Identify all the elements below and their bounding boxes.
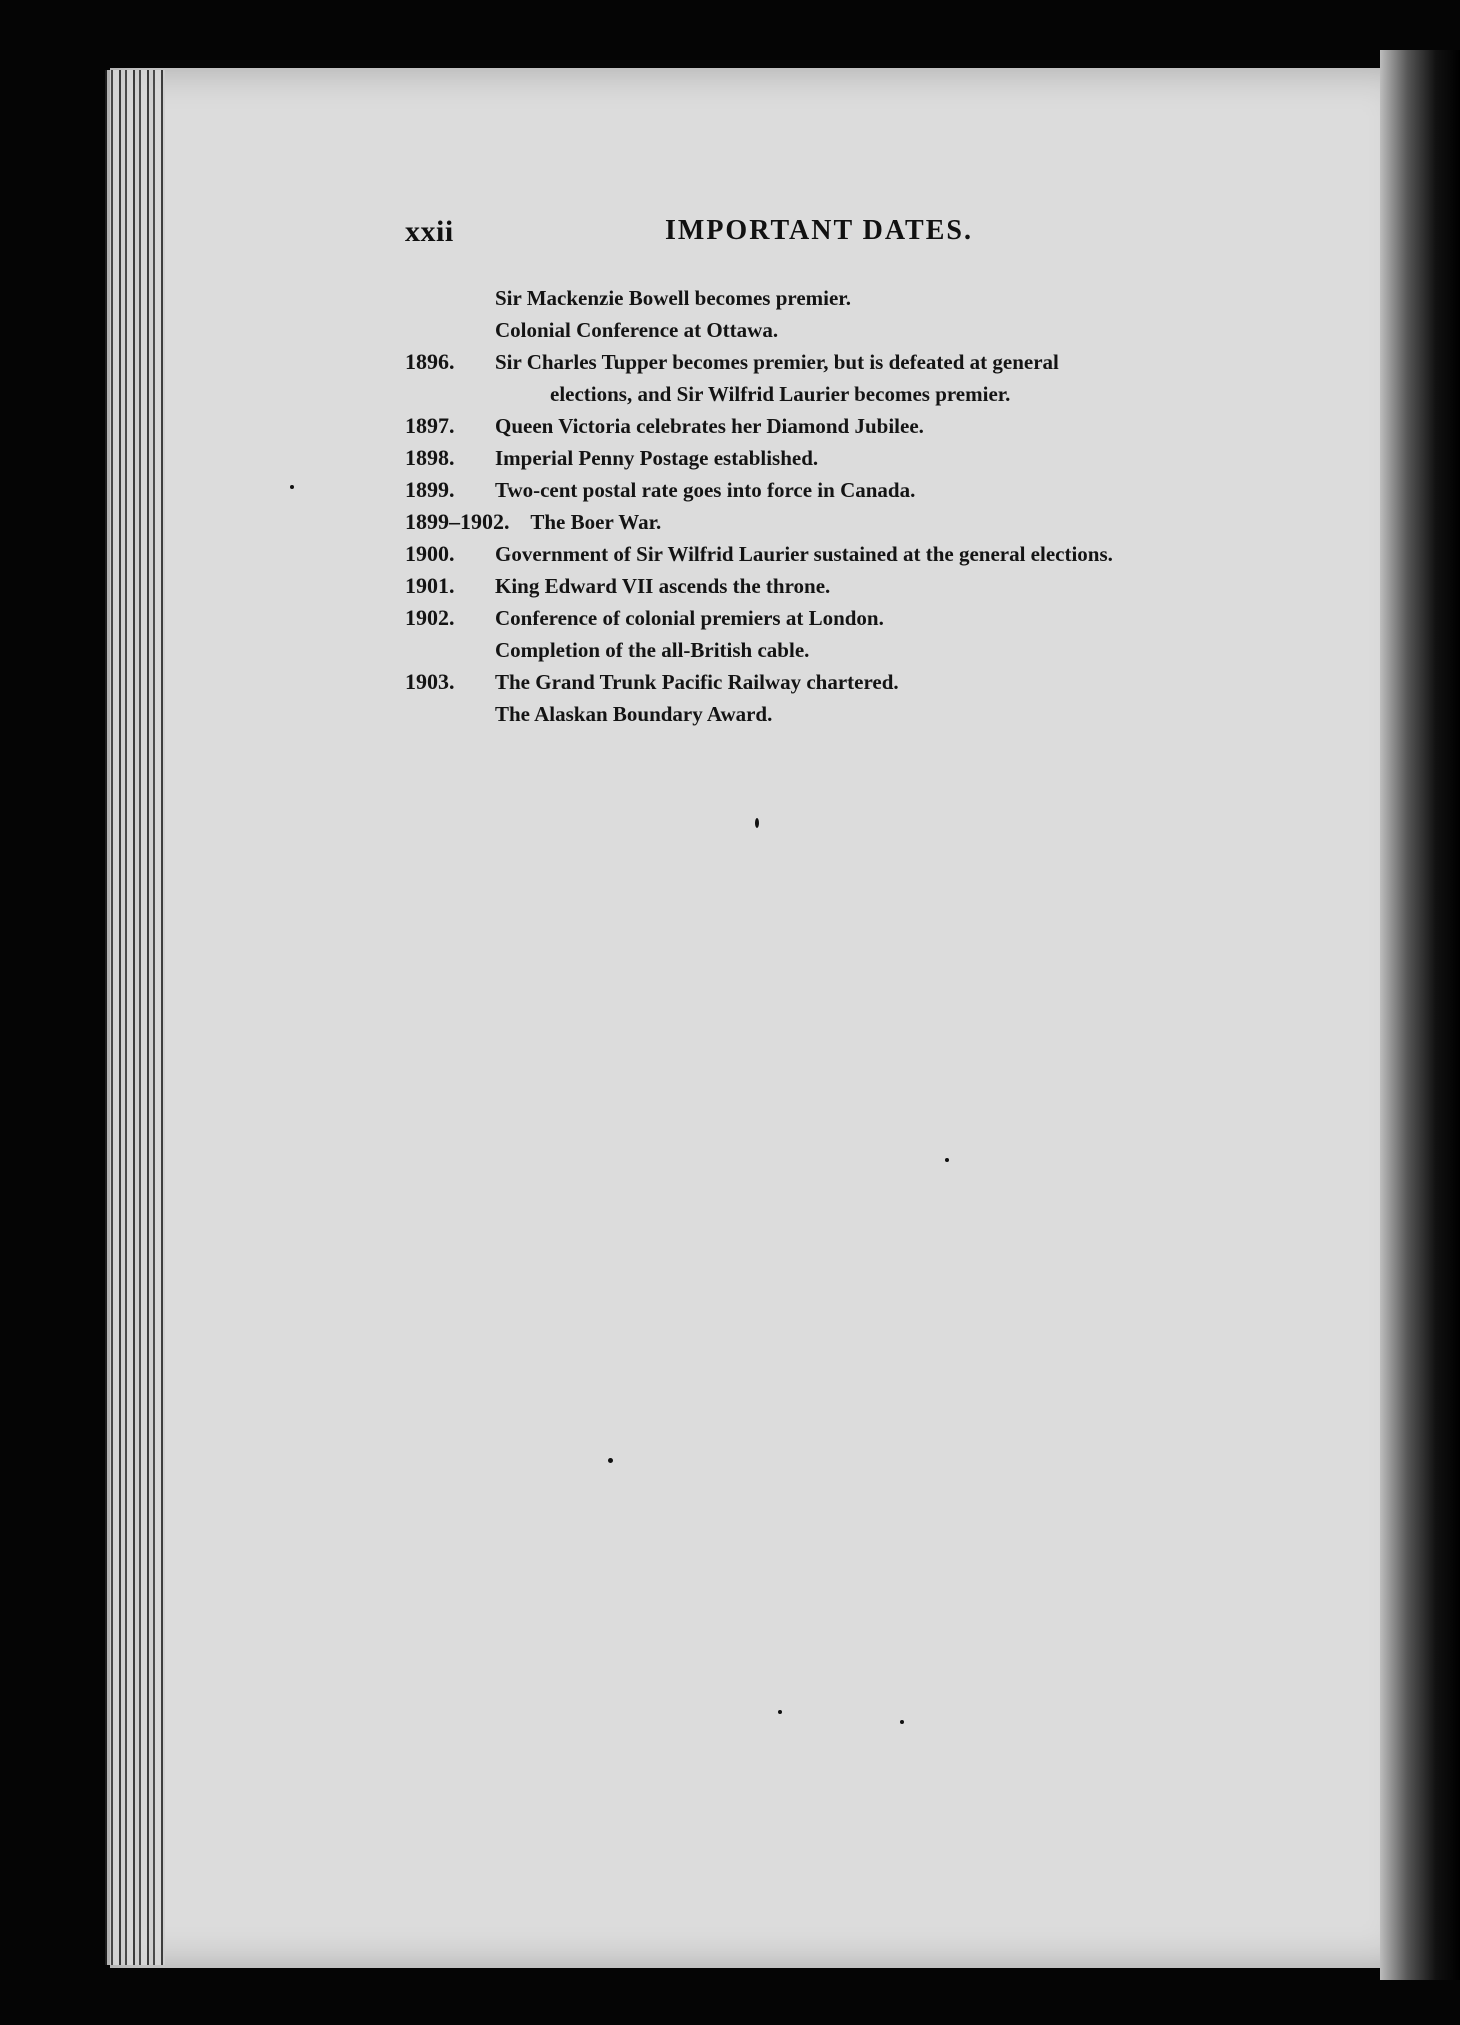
- date-entry: [405, 698, 1285, 730]
- page-edges: [105, 70, 165, 1965]
- book-gutter: [1380, 50, 1460, 1980]
- entry-text: The Grand Trunk Pacific Railway chartered.: [495, 670, 899, 694]
- entry-year: 1899.: [405, 477, 455, 502]
- entry-year: 1900.: [405, 541, 455, 566]
- date-entry: [405, 602, 1285, 634]
- entry-text: Completion of the all-British cable.: [495, 638, 810, 662]
- scan-speck: [778, 1710, 782, 1714]
- entry-text: Conference of colonial premiers at London.: [495, 606, 884, 630]
- entry-text: The Boer War.: [530, 510, 662, 534]
- scan-speck: [945, 1158, 949, 1162]
- scan-speck: [290, 485, 294, 489]
- date-entry: [405, 666, 1285, 698]
- entry-text: Government of Sir Wilfrid Laurier sustained at the general elections.: [495, 542, 1113, 566]
- entry-year: 1901.: [405, 573, 455, 598]
- date-entry: [405, 410, 1285, 442]
- entry-year: 1902.: [405, 605, 455, 630]
- entry-year: 1897.: [405, 413, 455, 438]
- entry-year: 1896.: [405, 349, 455, 374]
- date-entry: [405, 282, 1285, 314]
- page-header: [405, 215, 1245, 255]
- date-entry: [405, 538, 1285, 570]
- entry-text: The Alaskan Boundary Award.: [495, 702, 773, 726]
- entry-year: 1898.: [405, 445, 455, 470]
- date-entry: [405, 314, 1285, 346]
- entry-text: Two-cent postal rate goes into force in Canada.: [495, 478, 916, 502]
- entry-text: Colonial Conference at Ottawa.: [495, 318, 779, 342]
- date-entry: [405, 474, 1285, 506]
- dates-list: [405, 282, 1285, 730]
- entry-text: Sir Charles Tupper becomes premier, but is defeated at general: [495, 350, 1059, 374]
- date-entry: [405, 570, 1285, 602]
- date-entry: [405, 346, 1285, 410]
- entry-year: 1903.: [405, 669, 455, 694]
- scan-speck: [755, 818, 759, 828]
- scan-speck: [900, 1720, 904, 1724]
- entry-text: Sir Mackenzie Bowell becomes premier.: [495, 286, 851, 310]
- scan-speck: [608, 1458, 613, 1463]
- entry-text: Imperial Penny Postage established.: [495, 446, 819, 470]
- date-entry: [405, 442, 1285, 474]
- entry-text-continuation: elections, and Sir Wilfrid Laurier becomes premier.: [550, 382, 1011, 406]
- entry-year: 1899–1902.: [405, 509, 510, 534]
- page-number: xxii: [405, 215, 454, 248]
- date-entry: [405, 634, 1285, 666]
- running-title: IMPORTANT DATES.: [665, 215, 973, 246]
- entry-text: Queen Victoria celebrates her Diamond Jubilee.: [495, 414, 924, 438]
- entry-text: King Edward VII ascends the throne.: [495, 574, 831, 598]
- date-entry: [405, 506, 1285, 538]
